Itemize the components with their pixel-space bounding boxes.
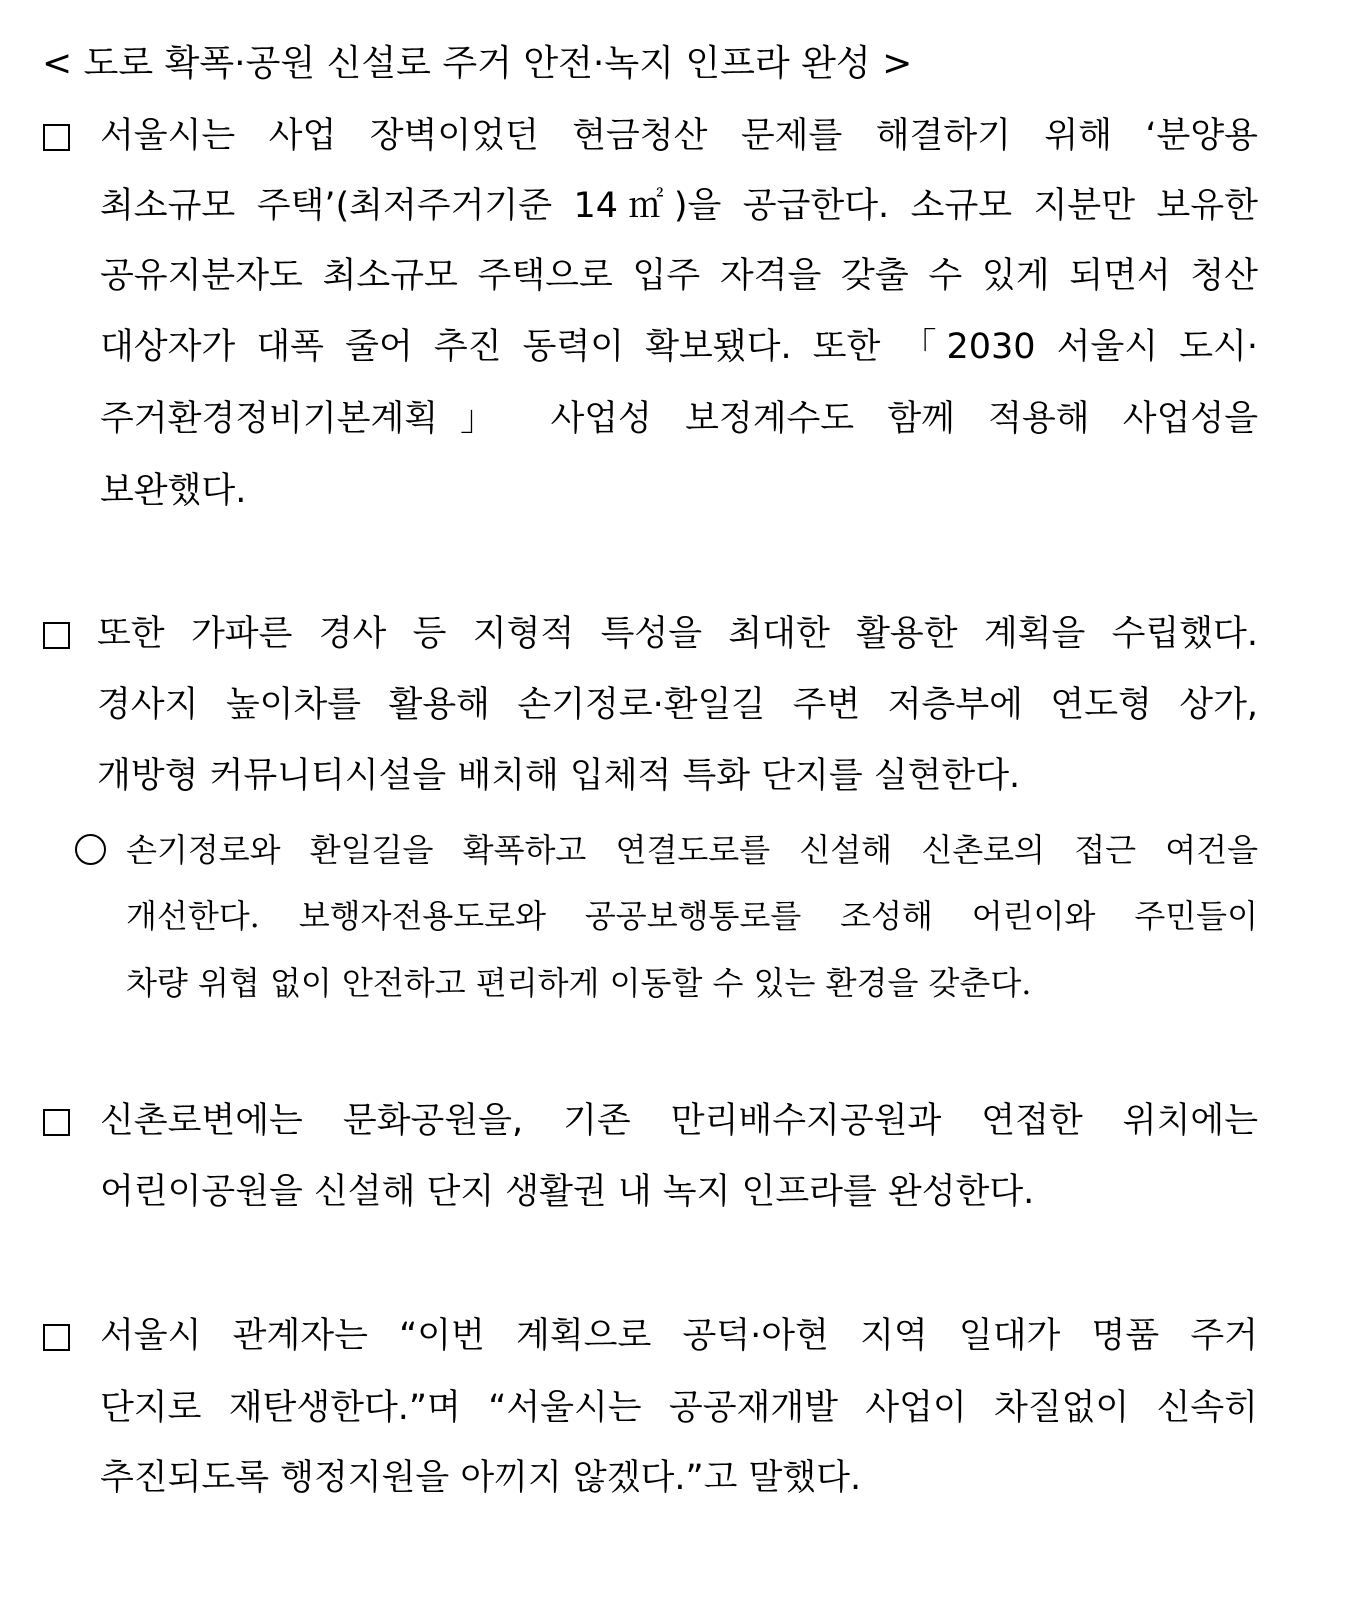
section-heading: < 도로 확폭·공원 신설로 주거 안전·녹지 인프라 완성 > xyxy=(42,43,913,84)
sub-item-line-2: 개선한다. 보행자전용도로와 공공보행통로를 조성해 어린이와 주민들이 xyxy=(126,897,1258,935)
sub-item-line-3: 차량 위협 없이 안전하고 편리하게 이동할 수 있는 환경을 갖춘다. xyxy=(126,964,1032,1002)
paragraph-4-line-3: 추진되도록 행정지원을 아끼지 않겠다.”고 말했다. xyxy=(100,1458,862,1498)
sub-item-line-1: 손기정로와 환일길을 확폭하고 연결도로를 신설해 신촌로의 접근 여건을 xyxy=(126,831,1258,869)
square-bullet-icon xyxy=(43,1109,70,1136)
square-bullet-icon xyxy=(43,124,70,151)
paragraph-3-line-1: 신촌로변에는 문화공원을, 기존 만리배수지공원과 연접한 위치에는 xyxy=(100,1101,1258,1141)
paragraph-2-line-1: 또한 가파른 경사 등 지형적 특성을 최대한 활용한 계획을 수립했다. xyxy=(97,614,1258,654)
paragraph-1-line-4: 대상자가 대폭 줄어 추진 동력이 확보됐다. 또한 「2030 서울시 도시· xyxy=(100,327,1258,367)
paragraph-2-line-3: 개방형 커뮤니티시설을 배치해 입체적 특화 단지를 실현한다. xyxy=(97,756,1021,796)
paragraph-2-line-2: 경사지 높이차를 활용해 손기정로·환일길 주변 저층부에 연도형 상가, xyxy=(97,685,1258,725)
square-bullet-icon xyxy=(43,1324,70,1351)
paragraph-1-line-6: 보완했다. xyxy=(100,471,247,511)
square-bullet-icon xyxy=(43,622,70,649)
paragraph-3-line-2: 어린이공원을 신설해 단지 생활권 내 녹지 인프라를 완성한다. xyxy=(100,1172,1035,1212)
paragraph-1-line-5: 주거환경정비기본계획」 사업성 보정계수도 함께 적용해 사업성을 xyxy=(100,399,1258,439)
paragraph-4-line-2: 단지로 재탄생한다.”며 “서울시는 공공재개발 사업이 차질없이 신속히 xyxy=(100,1388,1258,1428)
paragraph-4-line-1: 서울시 관계자는 “이번 계획으로 공덕·아현 지역 일대가 명품 주거 xyxy=(100,1316,1258,1356)
circle-bullet-icon xyxy=(75,834,106,865)
paragraph-1-line-3: 공유지분자도 최소규모 주택으로 입주 자격을 갖출 수 있게 되면서 청산 xyxy=(100,256,1258,296)
paragraph-1-line-2: 최소규모 주택’(최저주거기준 14㎡)을 공급한다. 소규모 지분만 보유한 xyxy=(100,186,1258,226)
paragraph-1-line-1: 서울시는 사업 장벽이었던 현금청산 문제를 해결하기 위해 ‘분양용 xyxy=(100,116,1258,156)
